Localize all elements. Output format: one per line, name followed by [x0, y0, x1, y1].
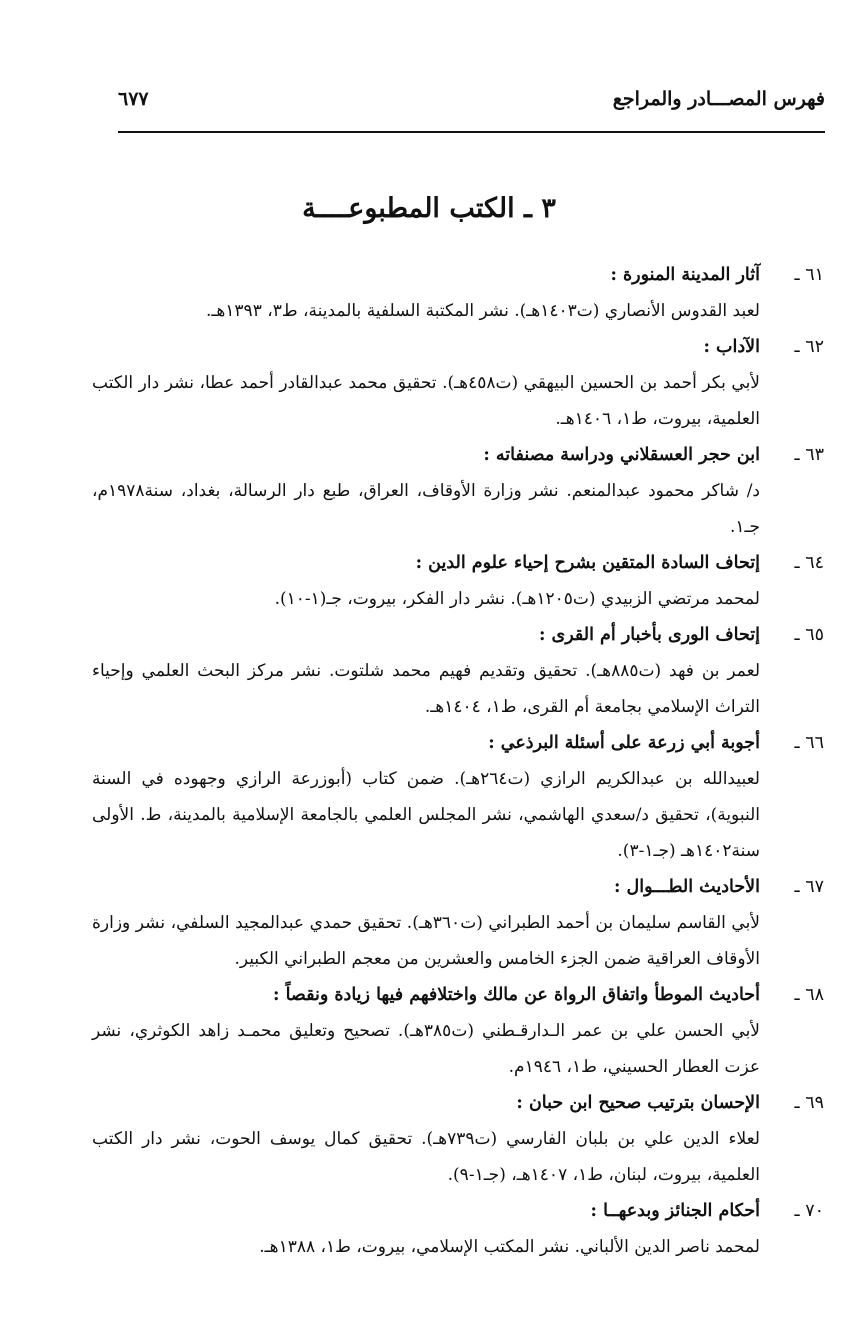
entry-heading [92, 977, 824, 1013]
entry-title: أحكام الجنائز وبدعهــا : [590, 1201, 760, 1221]
running-title: فهرس المصـــادر والمراجع [612, 88, 825, 110]
entry-body: د/ شاكر محمود عبدالمنعم. نشر وزارة الأوقاف، العراق، طبع دار الرسالة، بغداد، سنة١٩٧٨م، جـ١. [92, 481, 760, 537]
entry-heading [92, 725, 824, 761]
entry-number: ٦٧ ـ [794, 877, 824, 897]
entry-body: لأبي بكر أحمد بن الحسين البيهقي (ت٤٥٨هـ). تحقيق محمد عبدالقادر أحمد عطا، نشر دار الكتب العلمية، بيروت، ط١، ١٤٠٦هـ. [92, 373, 760, 429]
running-header [118, 88, 825, 124]
entry-body: لمحمد مرتضي الزبيدي (ت١٢٠٥هـ). نشر دار الفكر، بيروت، جـ(١-١٠). [274, 589, 760, 609]
entry-body: لمحمد ناصر الدين الألباني. نشر المكتب الإسلامي، بيروت، ط١، ١٣٨٨هـ. [259, 1237, 760, 1257]
entry-body: لعمر بن فهد (ت٨٨٥هـ). تحقيق وتقديم فهيم محمد شلتوت. نشر مركز البحث العلمي وإحياء التراث الإسلامي بجامعة أم القرى، ط١، ١٤٠٤هـ. [92, 661, 761, 717]
entry-heading [92, 437, 824, 473]
entry-body: لأبي القاسم سليمان بن أحمد الطبراني (ت٣٦٠هـ). تحقيق حمدي عبدالمجيد السلفي، نشر وزارة الأوقاف العراقية ضمن الجزء الخامس والعشرين من معجم الطبراني الكبير. [92, 913, 760, 969]
page-number: ٦٧٧ [118, 88, 149, 110]
entry-title: آثار المدينة المنورة : [610, 265, 760, 285]
entry-number: ٦١ ـ [794, 265, 824, 285]
entry-title: أحاديث الموطأ واتفاق الرواة عن مالك واختلافهم فيها زيادة ونقصاً : [273, 985, 760, 1005]
entry-number: ٦٦ ـ [794, 733, 824, 753]
entry-heading [92, 617, 824, 653]
bibliography-entry [92, 257, 824, 329]
entry-body: لأبي الحسن علي بن عمر الـدارقـطني (ت٣٨٥هـ). تصحيح وتعليق محمـد زاهد الكوثري، نشر عزت العطار الحسيني، ط١، ١٩٤٦م. [92, 1021, 760, 1077]
entry-title: الآداب : [703, 337, 760, 357]
bibliography-list [92, 257, 824, 1265]
entry-heading [92, 869, 824, 905]
section-title: ٣ ـ الكتب المطبوعــــة [302, 193, 556, 224]
bibliography-entry [92, 725, 824, 869]
entry-number: ٦٤ ـ [794, 553, 824, 573]
entry-title: إتحاف السادة المتقين بشرح إحياء علوم الدين : [415, 553, 760, 573]
bibliography-entry [92, 545, 824, 617]
bibliography-entry [92, 977, 824, 1085]
entry-heading [92, 257, 824, 293]
entry-title: ابن حجر العسقلاني ودراسة مصنفاته : [483, 445, 760, 465]
entry-heading [92, 545, 824, 581]
entry-body: لعلاء الدين علي بن بلبان الفارسي (ت٧٣٩هـ). تحقيق كمال يوسف الحوت، نشر دار الكتب العلمية، بيروت، لبنان، ط١، ١٤٠٧هـ، (جـ١-٩). [92, 1129, 760, 1185]
bibliography-entry [92, 869, 824, 977]
bibliography-entry [92, 329, 824, 437]
entry-title: الإحسان بترتيب صحيح ابن حبان : [516, 1093, 760, 1113]
entry-title: الأحاديث الطـــوال : [613, 877, 760, 897]
entry-number: ٧٠ ـ [794, 1201, 824, 1221]
entry-title: إتحاف الورى بأخبار أم القرى : [539, 625, 760, 645]
entry-number: ٦٢ ـ [794, 337, 824, 357]
entry-heading [92, 1085, 824, 1121]
header-rule [118, 131, 825, 133]
entry-heading [92, 329, 824, 365]
entry-number: ٦٩ ـ [794, 1093, 824, 1113]
entry-number: ٦٣ ـ [794, 445, 824, 465]
bibliography-entry [92, 437, 824, 545]
bibliography-entry [92, 1085, 824, 1193]
entry-number: ٦٥ ـ [794, 625, 824, 645]
entry-heading [92, 1193, 824, 1229]
entry-body: لعبد القدوس الأنصاري (ت١٤٠٣هـ). نشر المكتبة السلفية بالمدينة، ط٣، ١٣٩٣هـ. [205, 301, 760, 321]
entry-body: لعبيدالله بن عبدالكريم الرازي (ت٢٦٤هـ). ضمن كتاب (أبوزرعة الرازي وجهوده في السنة النبوية)، تحقيق د/سعدي الهاشمي، نشر المجلس العلمي بالجامعة الإسلامية بالمدينة، ط. الأولى سنة١٤٠٢هـ (جـ١-٣). [92, 769, 760, 861]
entry-title: أجوبة أبي زرعة على أسئلة البرذعي : [488, 733, 760, 753]
bibliography-entry [92, 1193, 824, 1265]
bibliography-entry [92, 617, 824, 725]
entry-number: ٦٨ ـ [794, 985, 824, 1005]
